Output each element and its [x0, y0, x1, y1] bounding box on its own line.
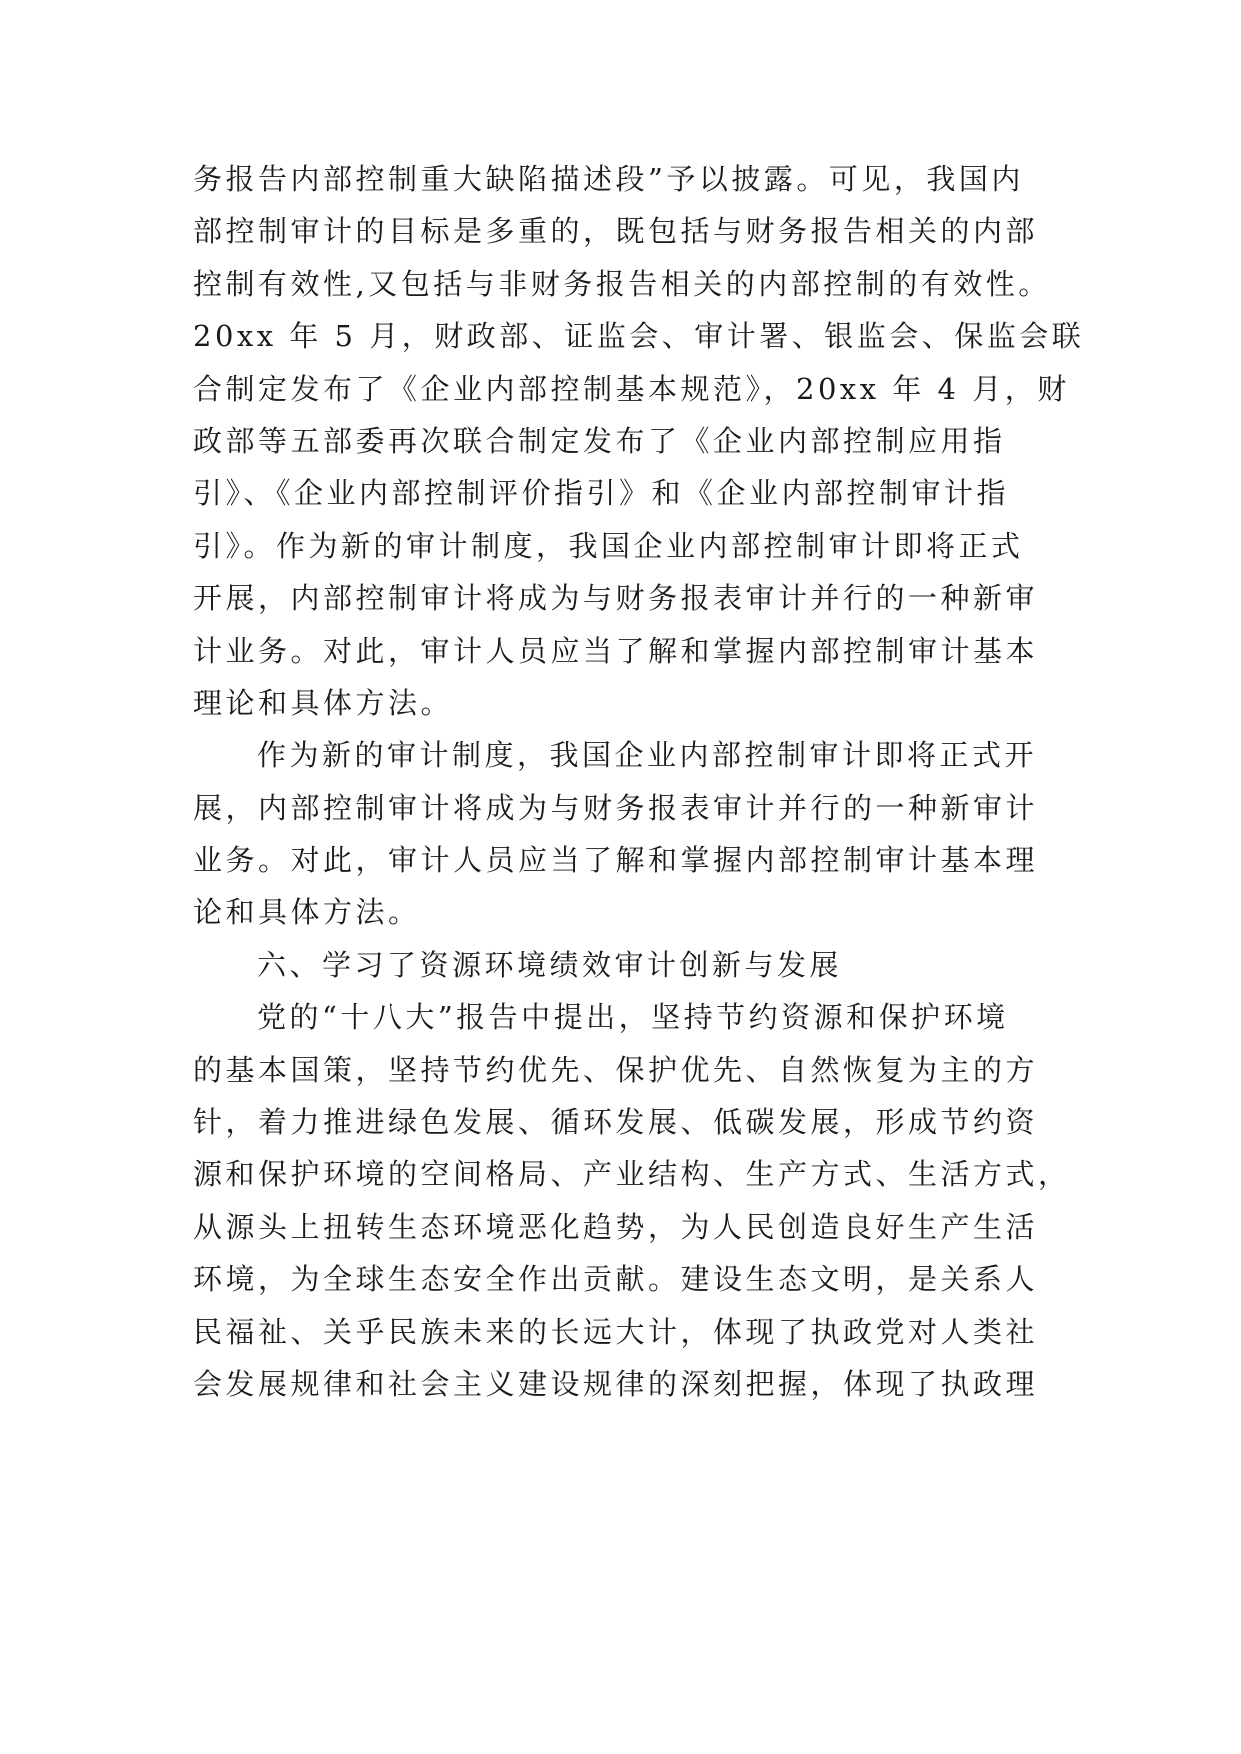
text-line: 民福祉、关乎民族未来的长远大计，体现了执政党对人类社 [193, 1314, 1039, 1349]
body-text [193, 153, 1085, 1410]
text-line: 从源头上扭转生态环境恶化趋势，为人民创造良好生产生活 [193, 1209, 1039, 1244]
text-line: 理论和具体方法。 [193, 685, 454, 720]
text-line: 务报告内部控制重大缺陷描述段”予以披露。可见，我国内 [193, 162, 1024, 196]
text-line: 作为新的审计制度，我国企业内部控制审计即将正式开 [257, 738, 1038, 773]
text-line: 六、学习了资源环境绩效审计创新与发展 [257, 947, 843, 982]
text-line: 20xx 年 5 月，财政部、证监会、审计署、银监会、保监会联 [193, 319, 1085, 354]
text-line: 业务。对此，审计人员应当了解和掌握内部控制审计基本理 [193, 843, 1039, 878]
text-line: 开展，内部控制审计将成为与财务报表审计并行的一种新审 [193, 581, 1039, 616]
text-line: 源和保护环境的空间格局、产业结构、生产方式、生活方式， [193, 1157, 1071, 1192]
text-line: 控制有效性,又包括与非财务报告相关的内部控制的有效性。 [193, 266, 1051, 301]
text-line: 针，着力推进绿色发展、循环发展、低碳发展，形成节约资 [193, 1105, 1039, 1140]
text-line: 论和具体方法。 [193, 895, 421, 930]
text-line: 引》、《企业内部控制评价指引》和《企业内部控制审计指 [193, 476, 1010, 511]
text-line: 会发展规律和社会主义建设规律的深刻把握，体现了执政理 [193, 1366, 1039, 1401]
text-line: 合制定发布了《企业内部控制基本规范》，20xx 年 4 月，财 [193, 371, 1070, 406]
text-line: 政部等五部委再次联合制定发布了《企业内部控制应用指 [193, 423, 1006, 458]
text-line: 环境，为全球生态安全作出贡献。建设生态文明，是关系人 [193, 1262, 1039, 1297]
text-line: 展，内部控制审计将成为与财务报表审计并行的一种新审计 [193, 790, 1039, 825]
text-line: 引》。作为新的审计制度，我国企业内部控制审计即将正式 [193, 528, 1024, 563]
text-line: 部控制审计的目标是多重的，既包括与财务报告相关的内部 [193, 214, 1039, 249]
text-line: 党的“十八大”报告中提出，坚持节约资源和保护环境 [257, 1000, 1009, 1035]
text-line: 的基本国策，坚持节约优先、保护优先、自然恢复为主的方 [193, 1052, 1039, 1087]
text-line: 计业务。对此，审计人员应当了解和掌握内部控制审计基本 [193, 633, 1039, 668]
